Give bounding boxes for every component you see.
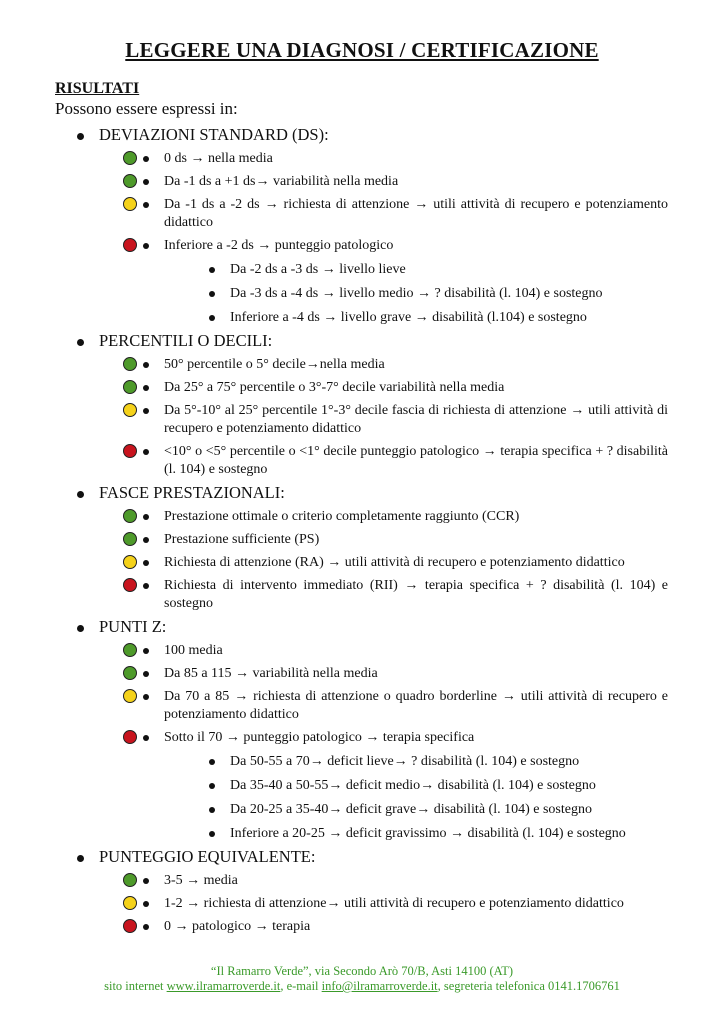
list-item xyxy=(0,150,724,168)
bullet-icon xyxy=(143,671,149,677)
sub-item-text: Da -3 ds a -4 ds → livello medio → ? disabilità (l. 104) e sostegno xyxy=(230,286,603,301)
red-circle-icon xyxy=(123,238,137,252)
category-label: PERCENTILI O DECILI: xyxy=(99,331,273,350)
list-item xyxy=(0,531,724,549)
green-circle-icon xyxy=(123,380,137,394)
item-text: Da 70 a 85 → richiesta di attenzione o quadro borderline → utili attività di recupero e potenziamento didattico xyxy=(164,689,668,722)
bullet-icon xyxy=(143,179,149,185)
bullet-icon xyxy=(77,855,84,862)
category-header xyxy=(0,482,724,505)
list-item xyxy=(0,196,724,232)
bullet-icon xyxy=(143,878,149,884)
list-item xyxy=(0,577,724,613)
red-circle-icon xyxy=(123,578,137,592)
bullet-icon xyxy=(143,243,149,249)
sub-item-text: Da 50-55 a 70→ deficit lieve→ ? disabilità (l. 104) e sostegno xyxy=(230,754,580,769)
green-circle-icon xyxy=(123,666,137,680)
footer xyxy=(0,964,724,994)
list-item xyxy=(0,173,724,191)
item-text: 100 media xyxy=(164,643,223,658)
item-text: Da 25° a 75° percentile o 3°-7° decile variabilità nella media xyxy=(164,380,505,395)
yellow-circle-icon xyxy=(123,403,137,417)
list-item xyxy=(0,872,724,890)
bullet-icon xyxy=(77,491,84,498)
sub-item-text: Inferiore a -4 ds → livello grave → disabilità (l.104) e sostegno xyxy=(230,310,587,325)
bullet-icon xyxy=(143,514,149,520)
sub-item xyxy=(0,777,724,795)
footer-address: “Il Ramarro Verde”, via Secondo Arò 70/B, Asti 14100 (AT) xyxy=(210,964,514,978)
bullet-icon xyxy=(143,694,149,700)
bullet-icon xyxy=(143,156,149,162)
sub-item xyxy=(0,261,724,279)
sub-item xyxy=(0,753,724,771)
item-text: Da -1 ds a -2 ds → richiesta di attenzione → utili attività di recupero e potenziamento didattico xyxy=(164,197,668,230)
sub-item-text: Da 20-25 a 35-40→ deficit grave→ disabilità (l. 104) e sostegno xyxy=(230,802,592,817)
green-circle-icon xyxy=(123,509,137,523)
bullet-icon xyxy=(77,339,84,346)
item-text: Da -1 ds a +1 ds→ variabilità nella media xyxy=(164,174,399,189)
category-label: PUNTEGGIO EQUIVALENTE: xyxy=(99,847,316,866)
bullet-icon xyxy=(209,267,215,273)
green-circle-icon xyxy=(123,643,137,657)
item-text: Da 5°-10° al 25° percentile 1°-3° decile fascia di richiesta di attenzione → utili attività di recupero e potenziamento didattico xyxy=(164,403,668,436)
list-item xyxy=(0,508,724,526)
list-item xyxy=(0,402,724,438)
yellow-circle-icon xyxy=(123,896,137,910)
bullet-icon xyxy=(209,759,215,765)
yellow-circle-icon xyxy=(123,555,137,569)
item-text: Da 85 a 115 → variabilità nella media xyxy=(164,666,378,681)
footer-site-prefix: sito internet xyxy=(104,979,167,993)
list-item xyxy=(0,918,724,936)
green-circle-icon xyxy=(123,174,137,188)
item-text: Richiesta di intervento immediato (RII) → terapia specifica + ? disabilità (l. 104) e sostegno xyxy=(164,578,668,611)
sub-item xyxy=(0,285,724,303)
bullet-icon xyxy=(143,901,149,907)
category-label: PUNTI Z: xyxy=(99,617,167,636)
item-text: 1-2 → richiesta di attenzione→ utili attività di recupero e potenziamento didattico xyxy=(164,896,624,911)
red-circle-icon xyxy=(123,919,137,933)
bullet-icon xyxy=(77,625,84,632)
bullet-icon xyxy=(77,133,84,140)
bullet-icon xyxy=(143,385,149,391)
sub-item xyxy=(0,309,724,327)
footer-contacts xyxy=(0,979,724,994)
item-text: Prestazione ottimale o criterio completamente raggiunto (CCR) xyxy=(164,509,520,524)
bullet-icon xyxy=(143,924,149,930)
red-circle-icon xyxy=(123,444,137,458)
category-label: FASCE PRESTAZIONALI: xyxy=(99,483,285,502)
item-text: Sotto il 70 → punteggio patologico → terapia specifica xyxy=(164,730,475,745)
category-header xyxy=(0,616,724,639)
bullet-icon xyxy=(209,807,215,813)
list-item xyxy=(0,356,724,374)
sub-item-text: Da -2 ds a -3 ds → livello lieve xyxy=(230,262,406,277)
bullet-icon xyxy=(143,449,149,455)
list-item xyxy=(0,729,724,747)
bullet-icon xyxy=(143,583,149,589)
list-item xyxy=(0,688,724,724)
sub-item-text: Inferiore a 20-25 → deficit gravissimo → disabilità (l. 104) e sostegno xyxy=(230,826,626,841)
list-item xyxy=(0,554,724,572)
section-heading: RISULTATI xyxy=(55,80,140,97)
green-circle-icon xyxy=(123,532,137,546)
category-header xyxy=(0,846,724,869)
bullet-icon xyxy=(143,560,149,566)
item-text: Inferiore a -2 ds → punteggio patologico xyxy=(164,238,394,253)
intro-text: Possono essere espressi in: xyxy=(55,99,238,118)
green-circle-icon xyxy=(123,873,137,887)
bullet-icon xyxy=(143,408,149,414)
yellow-circle-icon xyxy=(123,689,137,703)
list-item xyxy=(0,895,724,913)
green-circle-icon xyxy=(123,151,137,165)
category-header xyxy=(0,124,724,147)
list-item xyxy=(0,379,724,397)
item-text: 0 ds → nella media xyxy=(164,151,273,166)
bullet-icon xyxy=(209,315,215,321)
list-item xyxy=(0,665,724,683)
bullet-icon xyxy=(209,831,215,837)
bullet-icon xyxy=(143,648,149,654)
bullet-icon xyxy=(209,783,215,789)
red-circle-icon xyxy=(123,730,137,744)
item-text: Richiesta di attenzione (RA) → utili attività di recupero e potenziamento didattico xyxy=(164,555,625,570)
website-link[interactable]: www.ilramarroverde.it xyxy=(166,979,281,993)
bullet-icon xyxy=(143,202,149,208)
page-title: LEGGERE UNA DIAGNOSI / CERTIFICAZIONE xyxy=(125,38,599,62)
footer-phone: , segreteria telefonica 0141.1706761 xyxy=(437,979,620,993)
green-circle-icon xyxy=(123,357,137,371)
category-label: DEVIAZIONI STANDARD (DS): xyxy=(99,125,329,144)
footer-email-prefix: , e-mail xyxy=(280,979,322,993)
bullet-icon xyxy=(209,291,215,297)
list-item xyxy=(0,237,724,255)
email-link[interactable]: info@ilramarroverde.it xyxy=(321,979,438,993)
item-text: <10° o <5° percentile o <1° decile punteggio patologico → terapia specifica + ? disabilità (l. 104) e sostegno xyxy=(164,444,668,477)
bullet-icon xyxy=(143,537,149,543)
bullet-icon xyxy=(143,362,149,368)
yellow-circle-icon xyxy=(123,197,137,211)
item-text: 50° percentile o 5° decile→nella media xyxy=(164,357,385,372)
sub-item xyxy=(0,825,724,843)
results-list xyxy=(0,124,724,936)
sub-item-text: Da 35-40 a 50-55→ deficit medio→ disabilità (l. 104) e sostegno xyxy=(230,778,596,793)
item-text: 0 → patologico → terapia xyxy=(164,919,311,934)
item-text: Prestazione sufficiente (PS) xyxy=(164,532,320,547)
sub-item xyxy=(0,801,724,819)
bullet-icon xyxy=(143,735,149,741)
list-item xyxy=(0,642,724,660)
item-text: 3-5 → media xyxy=(164,873,238,888)
category-header xyxy=(0,330,724,353)
list-item xyxy=(0,443,724,479)
